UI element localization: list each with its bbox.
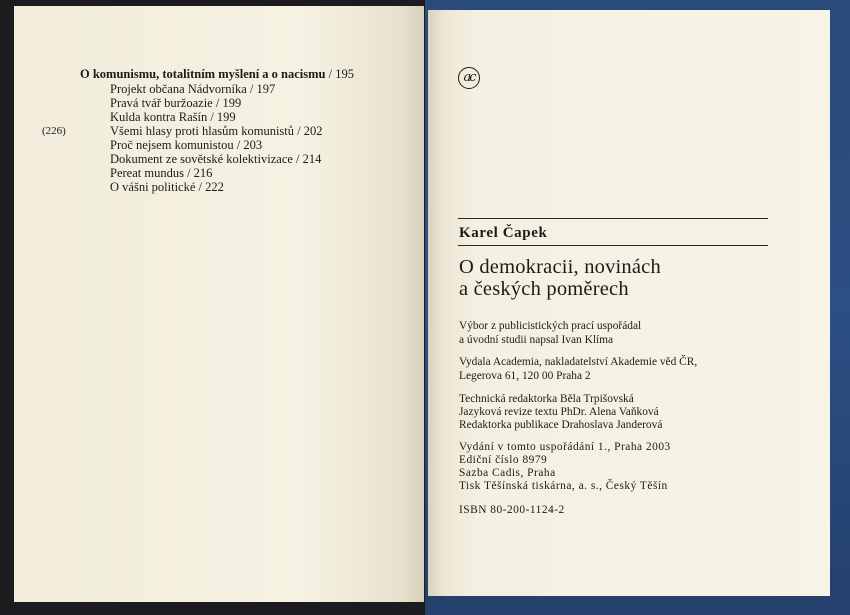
- imprint-publisher-line: Legerova 61, 120 00 Praha 2: [459, 370, 591, 382]
- toc-section-heading: [80, 67, 354, 82]
- toc-section-page: / 195: [325, 67, 354, 81]
- imprint-editor-line: Jazyková revize textu PhDr. Alena Vaňková: [459, 406, 659, 418]
- toc-entry: Pravá tvář buržoazie / 199: [110, 96, 242, 110]
- toc-section-title: O komunismu, totalitním myšlení a o nacismu: [80, 67, 326, 81]
- imprint-edition-line: Ediční číslo 8979: [459, 454, 548, 466]
- imprint-editor-line: Technická redaktorka Běla Trpišovská: [459, 393, 634, 405]
- imprint-editor-line: Redaktorka publikace Drahoslava Janderová: [459, 419, 663, 431]
- title-rule-top: [458, 218, 768, 219]
- toc-entry: O vášni politické / 222: [110, 180, 224, 194]
- toc-entry: Kulda kontra Rašín / 199: [110, 110, 236, 124]
- page-number-note: (226): [42, 125, 66, 137]
- imprint-publisher-line: Vydala Academia, nakladatelství Akademie věd ČR,: [459, 356, 698, 368]
- toc-entry: Projekt občana Nádvorníka / 197: [110, 82, 276, 96]
- isbn: ISBN 80-200-1124-2: [459, 504, 565, 516]
- book-title-line: a českých poměrech: [459, 278, 629, 300]
- imprint-selection-line: a úvodní studii napsal Ivan Klíma: [459, 334, 614, 346]
- publisher-logo-icon: ac: [458, 67, 480, 89]
- imprint-selection-line: Výbor z publicistických prací uspořádal: [459, 320, 642, 332]
- toc-entry: Proč nejsem komunistou / 203: [110, 138, 263, 152]
- toc-entry: Pereat mundus / 216: [110, 166, 213, 180]
- author-name: Karel Čapek: [459, 225, 548, 241]
- imprint-edition-line: Sazba Cadis, Praha: [459, 467, 556, 479]
- imprint-edition-line: Tisk Těšínská tiskárna, a. s., Český Těšín: [459, 480, 668, 492]
- book-title-line: O demokracii, novinách: [459, 256, 661, 278]
- title-rule-bottom: [458, 245, 768, 246]
- toc-entry: Všemi hlasy proti hlasům komunistů / 202: [110, 124, 323, 138]
- toc-entry: Dokument ze sovětské kolektivizace / 214: [110, 152, 322, 166]
- imprint-edition-line: Vydání v tomto uspořádání 1., Praha 2003: [459, 441, 671, 453]
